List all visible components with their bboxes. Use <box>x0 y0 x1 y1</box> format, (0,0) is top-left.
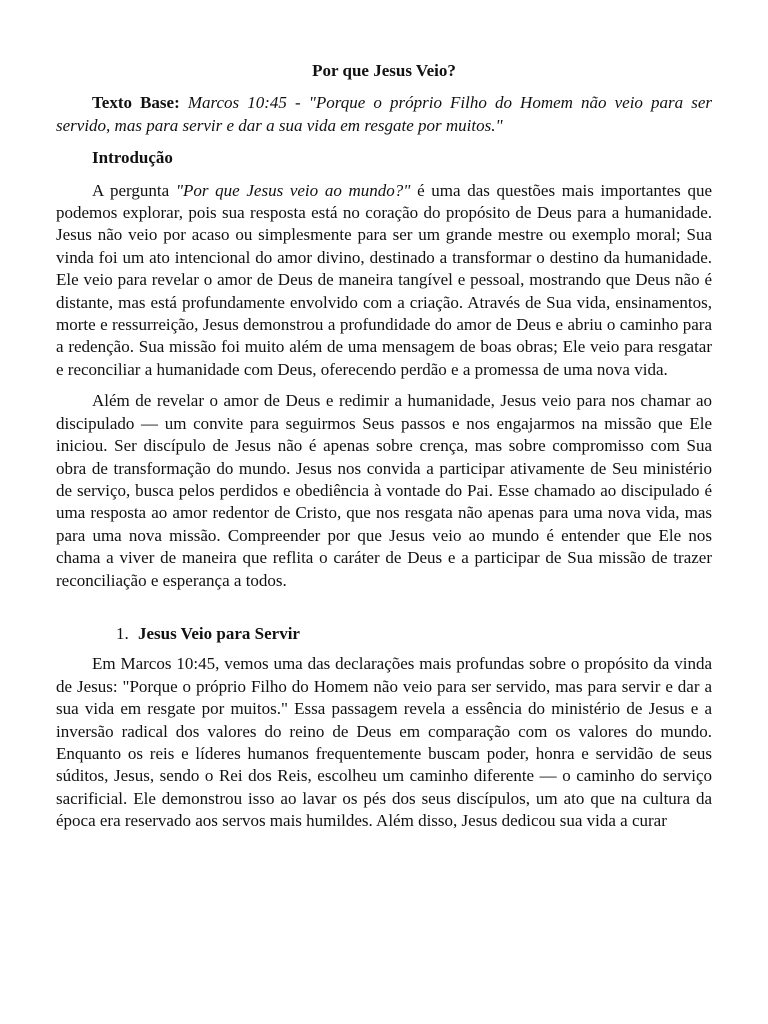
section-1-heading <box>56 623 712 645</box>
section-1-title: Jesus Veio para Servir <box>138 623 300 643</box>
base-text-paragraph <box>56 92 712 137</box>
intro-p1-quote: "Por que Jesus veio ao mundo?" <box>175 180 411 200</box>
section-1-number: 1. <box>116 623 129 643</box>
intro-paragraph-2: Além de revelar o amor de Deus e redimir a humanidade, Jesus veio para nos chamar ao discipulado — um convite para seguirmos Seus passos e nos engajarmos na missão que Ele iniciou. Ser discípulo de Jesus não é apenas sobre crença, mas sobre compromisso com Sua obra de transformação do mundo. Jesus nos convida a participar ativamente de Seu ministério de serviço, busca pelos perdidos e obediência à vontade do Pai. Esse chamado ao discipulado é uma resposta ao amor redentor de Cristo, que nos resgata não apenas para uma nova vida, mas para uma nova missão. Compreender por que Jesus veio ao mundo é entender que Ele nos chama a viver de maneira que reflita o caráter de Deus e a participar de Sua missão de trazer reconciliação e esperança a todos. <box>56 391 712 590</box>
document-page <box>56 60 712 842</box>
base-text-label: Texto Base: <box>92 93 180 113</box>
intro-p1-rest: é uma das questões mais importantes que podemos explorar, pois sua resposta está no coração do propósito de Deus para a humanidade. Jesus não veio por acaso ou simplesmente para ser um grande mestre ou exemplo moral; Sua vinda foi um ato intencional do amor divino, destinado a transformar o destino da humanidade. Ele veio para revelar o amor de Deus de maneira tangível e pessoal, mostrando que Deus não é distante, mas está profundamente envolvido com a criação. Através de Sua vida, ensinamentos, morte e ressurreição, Jesus demonstrou a profundidade do amor de Deus e abriu o caminho para a redenção. Sua missão foi muito além de uma mensagem de boas obras; Ele veio para resgatar e reconciliar a humanidade com Deus, oferecendo perdão e a promessa de uma nova vida. <box>56 180 712 379</box>
section-1-paragraph-1: Em Marcos 10:45, vemos uma das declarações mais profundas sobre o propósito da vinda de Jesus: "Porque o próprio Filho do Homem não veio para ser servido, mas para servir e dar a sua vida em resgate por muitos." Essa passagem revela a essência do ministério de Jesus e a inversão radical dos valores do reino de Deus em comparação com os valores do mundo. Enquanto os reis e líderes humanos frequentemente buscam poder, honra e servidão de seus súditos, Jesus, sendo o Rei dos Reis, escolheu um caminho diferente — o caminho do serviço sacrificial. Ele demonstrou isso ao lavar os pés dos seus discípulos, um ato que na cultura da época era reservado aos servos mais humildes. Além disso, Jesus dedicou sua vida a curar <box>56 654 712 831</box>
intro-paragraph-1 <box>56 180 712 382</box>
base-text-verse: Marcos 10:45 - "Porque o próprio Filho do Homem não veio para ser servido, mas para servir e dar a sua vida em resgate por muitos." <box>56 93 712 135</box>
intro-heading: Introdução <box>92 148 173 168</box>
section-spacer <box>56 601 712 623</box>
intro-p1-start: A pergunta <box>92 180 176 200</box>
document-title: Por que Jesus Veio? <box>312 61 456 80</box>
